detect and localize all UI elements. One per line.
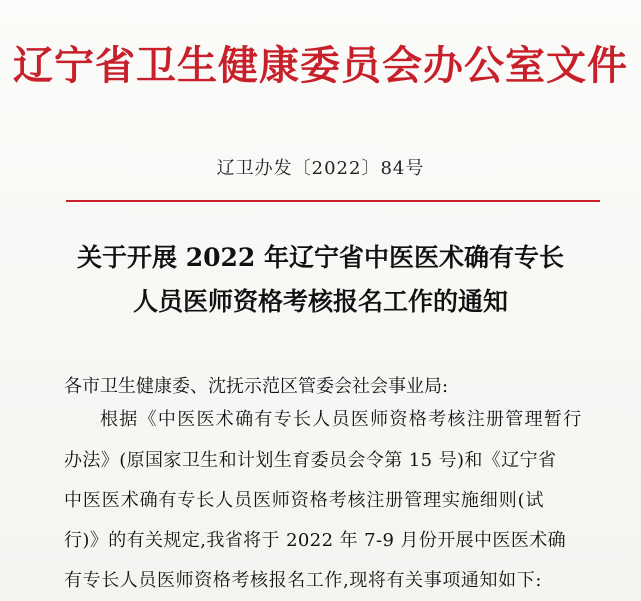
issuer-header: 辽宁省卫生健康委员会办公室文件 <box>13 42 628 89</box>
body-paragraph-line: 根据《中医医术确有专长人员医师资格考核注册管理暂行 <box>100 409 583 430</box>
document-title-line-1: 关于开展 2022 年辽宁省中医医术确有专长 <box>77 243 564 272</box>
body-paragraph-line: 行)》的有关规定,我省将于 2022 年 7-9 月份开展中医医术确 <box>64 530 567 551</box>
body-paragraph-line: 办法》(原国家卫生和计划生育委员会令第 15 号)和《辽宁省 <box>64 450 557 471</box>
addressee-line: 各市卫生健康委、沈抚示范区管委会社会事业局: <box>64 376 449 397</box>
body-paragraph-line: 有专长人员医师资格考核报名工作,现将有关事项通知如下: <box>64 570 542 591</box>
red-divider-line <box>66 200 600 202</box>
document-number: 辽卫办发〔2022〕84号 <box>216 158 425 179</box>
body-paragraph-line: 中医医术确有专长人员医师资格考核注册管理实施细则(试 <box>64 490 545 511</box>
document-title-line-2: 人员医师资格考核报名工作的通知 <box>132 287 508 316</box>
